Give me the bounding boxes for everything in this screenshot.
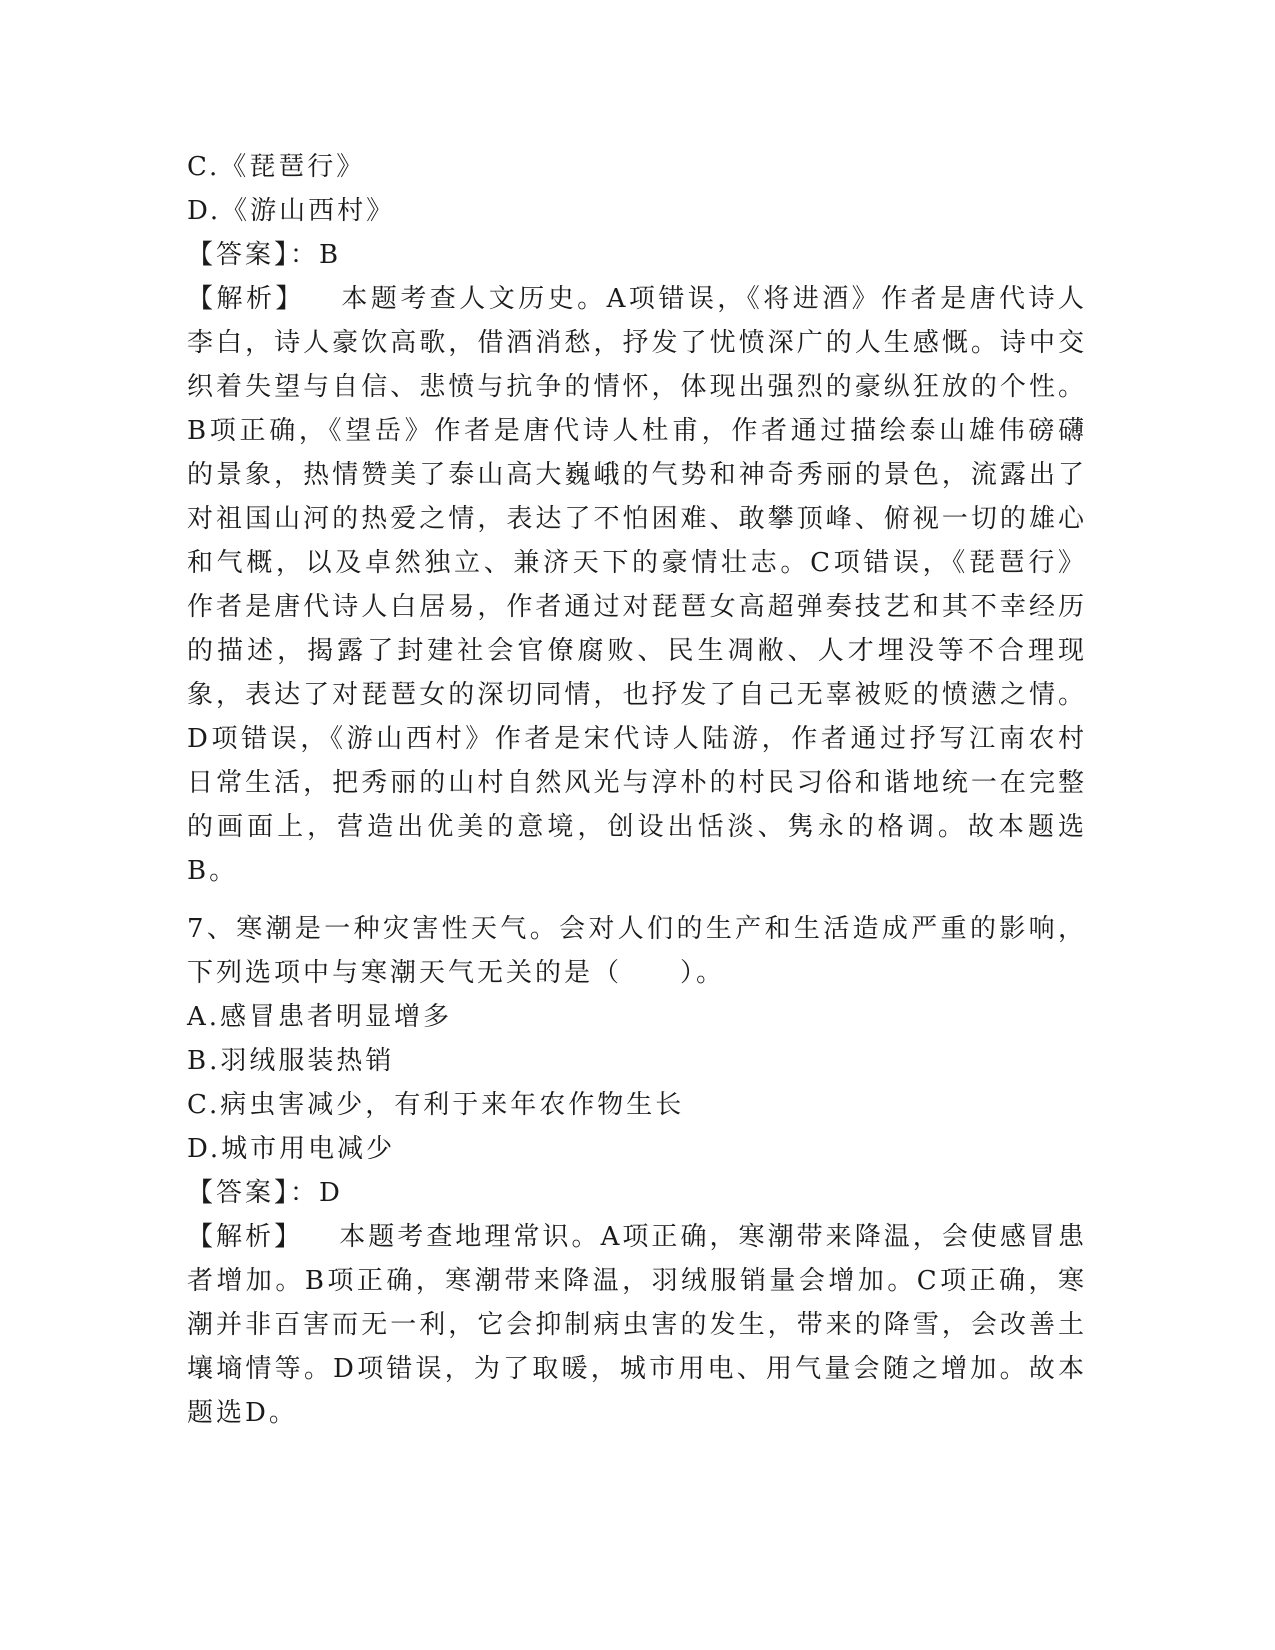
answer-value: B [319,240,342,270]
q6-answer [187,233,1087,277]
analysis-text: 本题考查地理常识。A项正确，寒潮带来降温，会使感冒患者增加。B项正确，寒潮带来降温，羽绒服销量会增加。C项正确，寒潮并非百害而无一利，它会抑制病虫害的发生，带来的降雪，会改善土壤墒情等。D项错误，为了取暖，城市用电、用气量会随之增加。故本题选D。 [187,1222,1087,1428]
answer-value: D [319,1178,343,1208]
answer-label: 【答案】： [187,240,320,270]
q7-answer [187,1171,1087,1215]
q7-stem: 7、寒潮是一种灾害性天气。会对人们的生产和生活造成严重的影响，下列选项中与寒潮天气无关的是（ ）。 [187,914,1087,988]
q7-option-a: A.感冒患者明显增多 [187,1002,453,1032]
q7-analysis [187,1215,1087,1435]
q6-option-c: C.《琵琶行》 [187,152,366,182]
q6-analysis [187,277,1087,893]
answer-label: 【答案】： [187,1178,320,1208]
q7-option-d: D.城市用电减少 [187,1134,396,1164]
analysis-label: 【解析】 [187,1222,304,1252]
document-page [187,145,1087,1435]
q6-option-d: D.《游山西村》 [187,196,396,226]
q7-option-c: C.病虫害减少，有利于来年农作物生长 [187,1090,685,1120]
analysis-text: 本题考查人文历史。A项错误，《将进酒》作者是唐代诗人李白，诗人豪饮高歌，借酒消愁，抒发了忧愤深广的人生感慨。诗中交织着失望与自信、悲愤与抗争的情怀，体现出强烈的豪纵狂放的个性。B项正确，《望岳》作者是唐代诗人杜甫，作者通过描绘泰山雄伟磅礴的景象，热情赞美了泰山高大巍峨的气势和神奇秀丽的景色，流露出了对祖国山河的热爱之情，表达了不怕困难、敢攀顶峰、俯视一切的雄心和气概，以及卓然独立、兼济天下的豪情壮志。C项错误，《琵琶行》作者是唐代诗人白居易，作者通过对琵琶女高超弹奏技艺和其不幸经历的描述，揭露了封建社会官僚腐败、民生凋敝、人才埋没等不合理现象，表达了对琵琶女的深切同情，也抒发了自己无辜被贬的愤懑之情。D项错误，《游山西村》作者是宋代诗人陆游，作者通过抒写江南农村日常生活，把秀丽的山村自然风光与淳朴的村民习俗和谐地统一在完整的画面上，营造出优美的意境，创设出恬淡、隽永的格调。故本题选B。 [187,284,1087,886]
q7-option-b: B.羽绒服装热销 [187,1046,395,1076]
analysis-label: 【解析】 [187,284,305,314]
